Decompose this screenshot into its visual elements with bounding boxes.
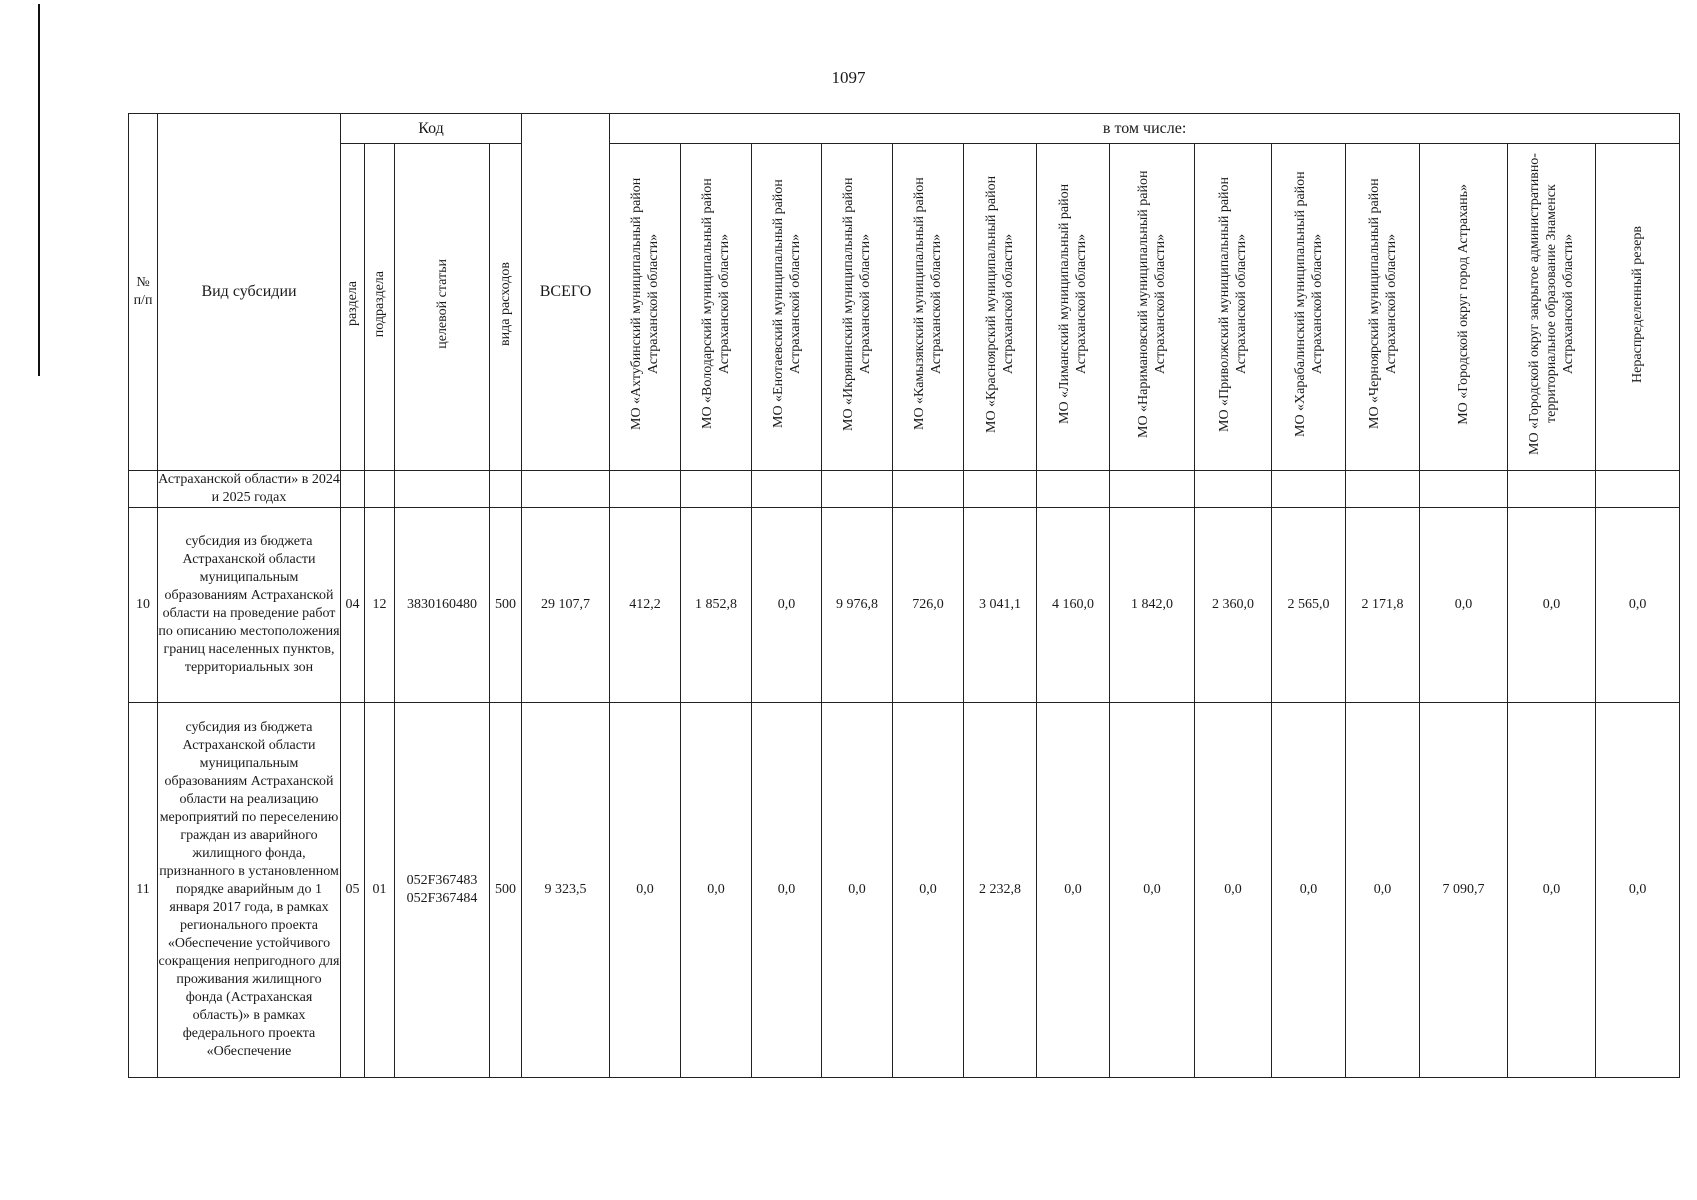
header-mo-1: МО «Ахтубинский муниципальный район Астраханской области» — [610, 144, 681, 471]
row-value: 0,0 — [1037, 703, 1110, 1078]
header-mo-5: МО «Камызякский муниципальный район Астраханской области» — [893, 144, 964, 471]
row-value: 2 171,8 — [1346, 508, 1420, 703]
header-mo-11: МО «Черноярский муниципальный район Астраханской области» — [1346, 144, 1420, 471]
row-value: 0,0 — [1420, 508, 1508, 703]
row-value: 2 360,0 — [1195, 508, 1272, 703]
row-value: 2 565,0 — [1272, 508, 1346, 703]
header-reserve: Нераспределенный резерв — [1596, 144, 1680, 471]
row-value — [1272, 471, 1346, 508]
row-value: 0,0 — [1195, 703, 1272, 1078]
header-v-tom-chisle: в том числе: — [610, 114, 1680, 144]
row-description: субсидия из бюджета Астраханской области муниципальным образованиям Астраханской области на реализацию мероприятий по переселению граждан из аварийного жилищного фонда, признанного в установленном порядке аварийным до 1 января 2017 года, в рамках регионального проекта «Обеспечение устойчивого сокращения непригодного для проживания жилищного фонда (Астраханская область)» в рамках федерального проекта «Обеспечение — [158, 703, 341, 1078]
row-value — [752, 471, 822, 508]
row-value: 2 232,8 — [964, 703, 1037, 1078]
row-value — [964, 471, 1037, 508]
row-tselevaya — [395, 471, 490, 508]
header-vsego: ВСЕГО — [522, 114, 610, 471]
row-value: 726,0 — [893, 508, 964, 703]
row-vsego: 29 107,7 — [522, 508, 610, 703]
row-num: 11 — [129, 703, 158, 1078]
header-mo-2: МО «Володарский муниципальный район Астраханской области» — [681, 144, 752, 471]
table-row — [129, 703, 1680, 1078]
row-value: 0,0 — [1110, 703, 1195, 1078]
row-value: 9 976,8 — [822, 508, 893, 703]
header-tselevoy-stati: целевой статьи — [395, 144, 490, 471]
row-value: 0,0 — [1508, 703, 1596, 1078]
header-mo-6: МО «Красноярский муниципальный район Астраханской области» — [964, 144, 1037, 471]
row-value — [893, 471, 964, 508]
row-value: 412,2 — [610, 508, 681, 703]
header-mo-12: МО «Городской округ город Астрахань» — [1420, 144, 1508, 471]
row-podrazdel: 12 — [365, 508, 395, 703]
row-vid: 500 — [490, 508, 522, 703]
row-num: 10 — [129, 508, 158, 703]
header-mo-13: МО «Городской округ закрытое административно-территориальное образование Знаменск Астраханской области» — [1508, 144, 1596, 471]
row-value: 0,0 — [1272, 703, 1346, 1078]
row-tselevaya: 3830160480 — [395, 508, 490, 703]
row-num — [129, 471, 158, 508]
row-tselevaya-code-2: 052F367484 — [406, 891, 478, 906]
header-row-1 — [129, 114, 1680, 144]
row-value: 0,0 — [752, 508, 822, 703]
subsidy-table — [128, 113, 1680, 1078]
row-value: 1 852,8 — [681, 508, 752, 703]
row-value — [1110, 471, 1195, 508]
row-value: 0,0 — [822, 703, 893, 1078]
row-value — [1195, 471, 1272, 508]
header-mo-10: МО «Харабалинский муниципальный район Астраханской области» — [1272, 144, 1346, 471]
row-value — [610, 471, 681, 508]
header-mo-4: МО «Икрянинский муниципальный район Астраханской области» — [822, 144, 893, 471]
row-podrazdel: 01 — [365, 703, 395, 1078]
row-vid — [490, 471, 522, 508]
row-vsego: 9 323,5 — [522, 703, 610, 1078]
header-vid-subsidii: Вид субсидии — [158, 114, 341, 471]
row-description: субсидия из бюджета Астраханской области муниципальным образованиям Астраханской области на проведение работ по описанию местоположения границ населенных пунктов, территориальных зон — [158, 508, 341, 703]
row-tselevaya — [395, 703, 490, 1078]
row-description: Астраханской области» в 2024 и 2025 годах — [158, 471, 341, 508]
row-value: 0,0 — [1346, 703, 1420, 1078]
row-value: 0,0 — [681, 703, 752, 1078]
row-vid: 500 — [490, 703, 522, 1078]
row-value — [1596, 471, 1680, 508]
row-value — [822, 471, 893, 508]
row-tselevaya-code-1: 052F367483 — [406, 873, 478, 888]
row-value — [1508, 471, 1596, 508]
page-number: 1097 — [831, 68, 866, 87]
row-value: 0,0 — [1596, 703, 1680, 1078]
row-razdel — [341, 471, 365, 508]
row-vsego — [522, 471, 610, 508]
row-razdel: 04 — [341, 508, 365, 703]
table-row — [129, 508, 1680, 703]
row-value: 0,0 — [1596, 508, 1680, 703]
header-mo-7: МО «Лиманский муниципальный район Астраханской области» — [1037, 144, 1110, 471]
header-row-2 — [129, 144, 1680, 471]
header-num: № п/п — [129, 114, 158, 471]
row-value — [1037, 471, 1110, 508]
binding-line — [38, 4, 40, 376]
header-podrazdela: подраздела — [365, 144, 395, 471]
row-value — [1346, 471, 1420, 508]
table-row — [129, 471, 1680, 508]
header-kod: Код — [341, 114, 522, 144]
row-value: 0,0 — [893, 703, 964, 1078]
row-value: 1 842,0 — [1110, 508, 1195, 703]
row-podrazdel — [365, 471, 395, 508]
row-value: 0,0 — [752, 703, 822, 1078]
header-vida-rashodov: вида расходов — [490, 144, 522, 471]
row-razdel: 05 — [341, 703, 365, 1078]
row-value: 3 041,1 — [964, 508, 1037, 703]
row-value: 7 090,7 — [1420, 703, 1508, 1078]
header-razdela: раздела — [341, 144, 365, 471]
row-value: 0,0 — [610, 703, 681, 1078]
row-value — [1420, 471, 1508, 508]
row-value: 4 160,0 — [1037, 508, 1110, 703]
row-value — [681, 471, 752, 508]
header-mo-3: МО «Енотаевский муниципальный район Астраханской области» — [752, 144, 822, 471]
header-mo-9: МО «Приволжский муниципальный район Астраханской области» — [1195, 144, 1272, 471]
row-value: 0,0 — [1508, 508, 1596, 703]
header-mo-8: МО «Наримановский муниципальный район Астраханской области» — [1110, 144, 1195, 471]
